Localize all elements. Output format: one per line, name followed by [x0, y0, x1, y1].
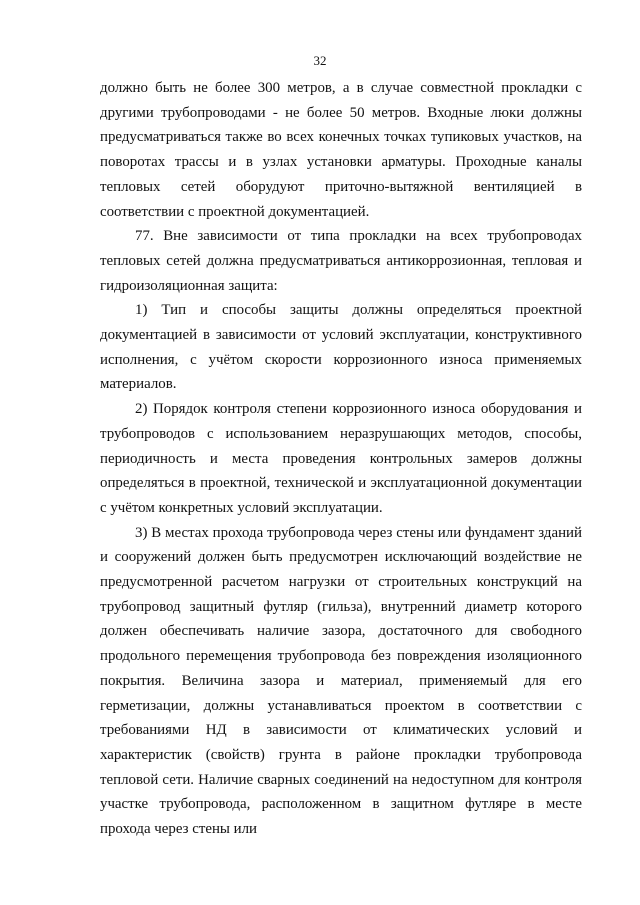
page-number: 32	[313, 53, 327, 68]
paragraph-item-1: 1) Тип и способы защиты должны определяться проектной документацией в зависимости от условий эксплуатации, конструктивного исполнения, с учётом скорости коррозионного износа применяемых материалов.	[100, 302, 582, 393]
page-body	[100, 76, 582, 842]
paragraph-continuation: должно быть не более 300 метров, а в случае совместной прокладки с другими трубопроводами - не более 50 метров. Входные люки должны предусматриваться также во всех конечных точках тупиковых участков, на поворотах трассы и в узлах установки арматуры. Проходные каналы тепловых сетей оборудуют приточно-вытяжной вентиляцией в соответствии с проектной документацией.	[100, 80, 582, 220]
paragraph-item-3: 3) В местах прохода трубопровода через стены или фундамент зданий и сооружений должен быть предусмотрен исключающий воздействие не предусмотренной расчетом нагрузки от строительных конструкций на трубопровод защитный футляр (гильза), внутренний диаметр которого должен обеспечивать наличие зазора, достаточного для свободного продольного перемещения трубопровода без повреждения изоляционного покрытия. Величина зазора и материал, применяемый для его герметизации, должны устанавливаться проектом в соответствии с требованиями НД в зависимости от климатических условий и характеристик (свойств) грунта в районе прокладки трубопровода тепловой сети. Наличие сварных соединений на недоступном для контроля участке трубопровода, расположенном в защитном футляре в месте прохода через стены или	[100, 524, 582, 838]
paragraph-item-2: 2) Порядок контроля степени коррозионного износа оборудования и трубопроводов с использованием неразрушающих методов, способы, периодичность и места проведения контрольных замеров должны определяться в проектной, технической и эксплуатационной документации с учётом конкретных условий эксплуатации.	[100, 401, 582, 516]
paragraph-77: 77. Вне зависимости от типа прокладки на всех трубопроводах тепловых сетей должна предусматриваться антикоррозионная, тепловая и гидроизоляционная защита:	[100, 228, 582, 294]
